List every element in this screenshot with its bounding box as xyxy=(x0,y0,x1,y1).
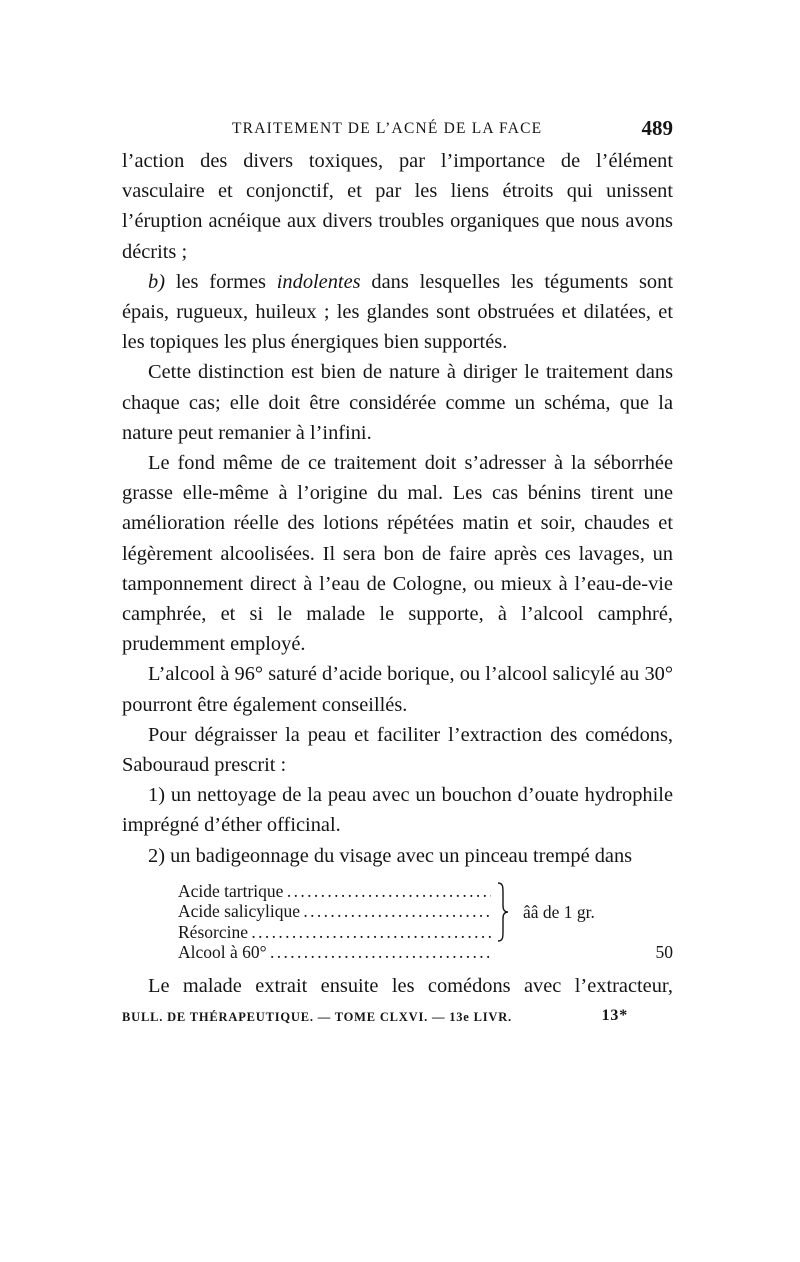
book-page xyxy=(122,112,673,1031)
formula-row xyxy=(178,881,673,902)
running-head xyxy=(122,112,673,146)
page-number: 489 xyxy=(641,116,673,140)
sheet-signature: 13* xyxy=(601,1007,628,1025)
emphasis-indolentes: indolentes xyxy=(276,270,361,293)
journal-signature: BULL. DE THÉRAPEUTIQUE. — TOME CLXVI. — 13e LIVR. xyxy=(122,1010,512,1025)
paragraph-text: dans lesquelles les téguments sont épais, rugueux, huileux ; les glandes sont obstruées et dilatées, et les topiques les plus énergiques bien supportés. xyxy=(122,270,673,354)
formula-ingredient: Acide tartrique . . . xyxy=(178,881,491,902)
formula-ingredient: Acide salicylique . . . xyxy=(178,901,491,922)
paragraph-step-2: 2) un badigeonnage du visage avec un pinceau trempé dans xyxy=(148,844,633,867)
paragraph-extraction: Le malade extrait ensuite les comédons avec l’extracteur, xyxy=(148,974,673,997)
paragraph-distinction: Cette distinction est bien de nature à diriger le traitement dans chaque cas; elle doit être considérée comme un schéma, que la nature peut remanier à l’infini. xyxy=(122,361,673,444)
paragraph-alcohol: L’alcool à 96° saturé d’acide borique, ou l’alcool salicylé au 30° pourront être également conseillés. xyxy=(122,663,673,716)
paragraph-sabouraud: Pour dégraisser la peau et faciliter l’extraction des comédons, Sabouraud prescrit : xyxy=(122,723,673,777)
list-marker-b: b) xyxy=(148,270,165,293)
paragraph-step-1: 1) un nettoyage de la peau avec un bouchon d’ouate hydrophile imprégné d’éther officinal. xyxy=(122,784,673,837)
formula-dose: ââ de 1 gr. xyxy=(523,901,595,922)
body-text xyxy=(122,146,673,871)
paragraph-indolent-forms xyxy=(122,267,673,358)
formula-ingredient: Alcool à 60° . . . xyxy=(178,942,491,963)
formula-ingredient: Résorcine . . . xyxy=(178,922,491,943)
formula-row xyxy=(178,901,673,922)
formula-row xyxy=(178,942,673,963)
right-brace-icon xyxy=(496,881,510,943)
page-footer xyxy=(122,1003,673,1031)
paragraph-text: les formes xyxy=(165,270,277,293)
running-title: TRAITEMENT DE L’ACNÉ DE LA FACE xyxy=(232,120,543,137)
body-text-continued xyxy=(122,971,673,1001)
paragraph-continuation: l’action des divers toxiques, par l’importance de l’élément vasculaire et conjonctif, et par les liens étroits qui unissent l’éruption acnéique aux divers troubles organiques que nous avons décrits ; xyxy=(122,150,673,263)
prescription-formula xyxy=(178,881,673,963)
formula-row xyxy=(178,922,673,943)
formula-quantity: 50 xyxy=(655,942,673,963)
paragraph-treatment: Le fond même de ce traitement doit s’adresser à la séborrhée grasse elle-même à l’origine du mal. Les cas bénins tirent une amélioration réelle des lotions répétées matin et soir, chaudes et légèrement alcoolisées. Il sera bon de faire après ces lavages, un tamponnement direct à l’eau de Cologne, ou mieux à l’eau-de-vie camphrée, et si le malade le supporte, à l’alcool camphré, prudemment employé. xyxy=(122,452,673,656)
